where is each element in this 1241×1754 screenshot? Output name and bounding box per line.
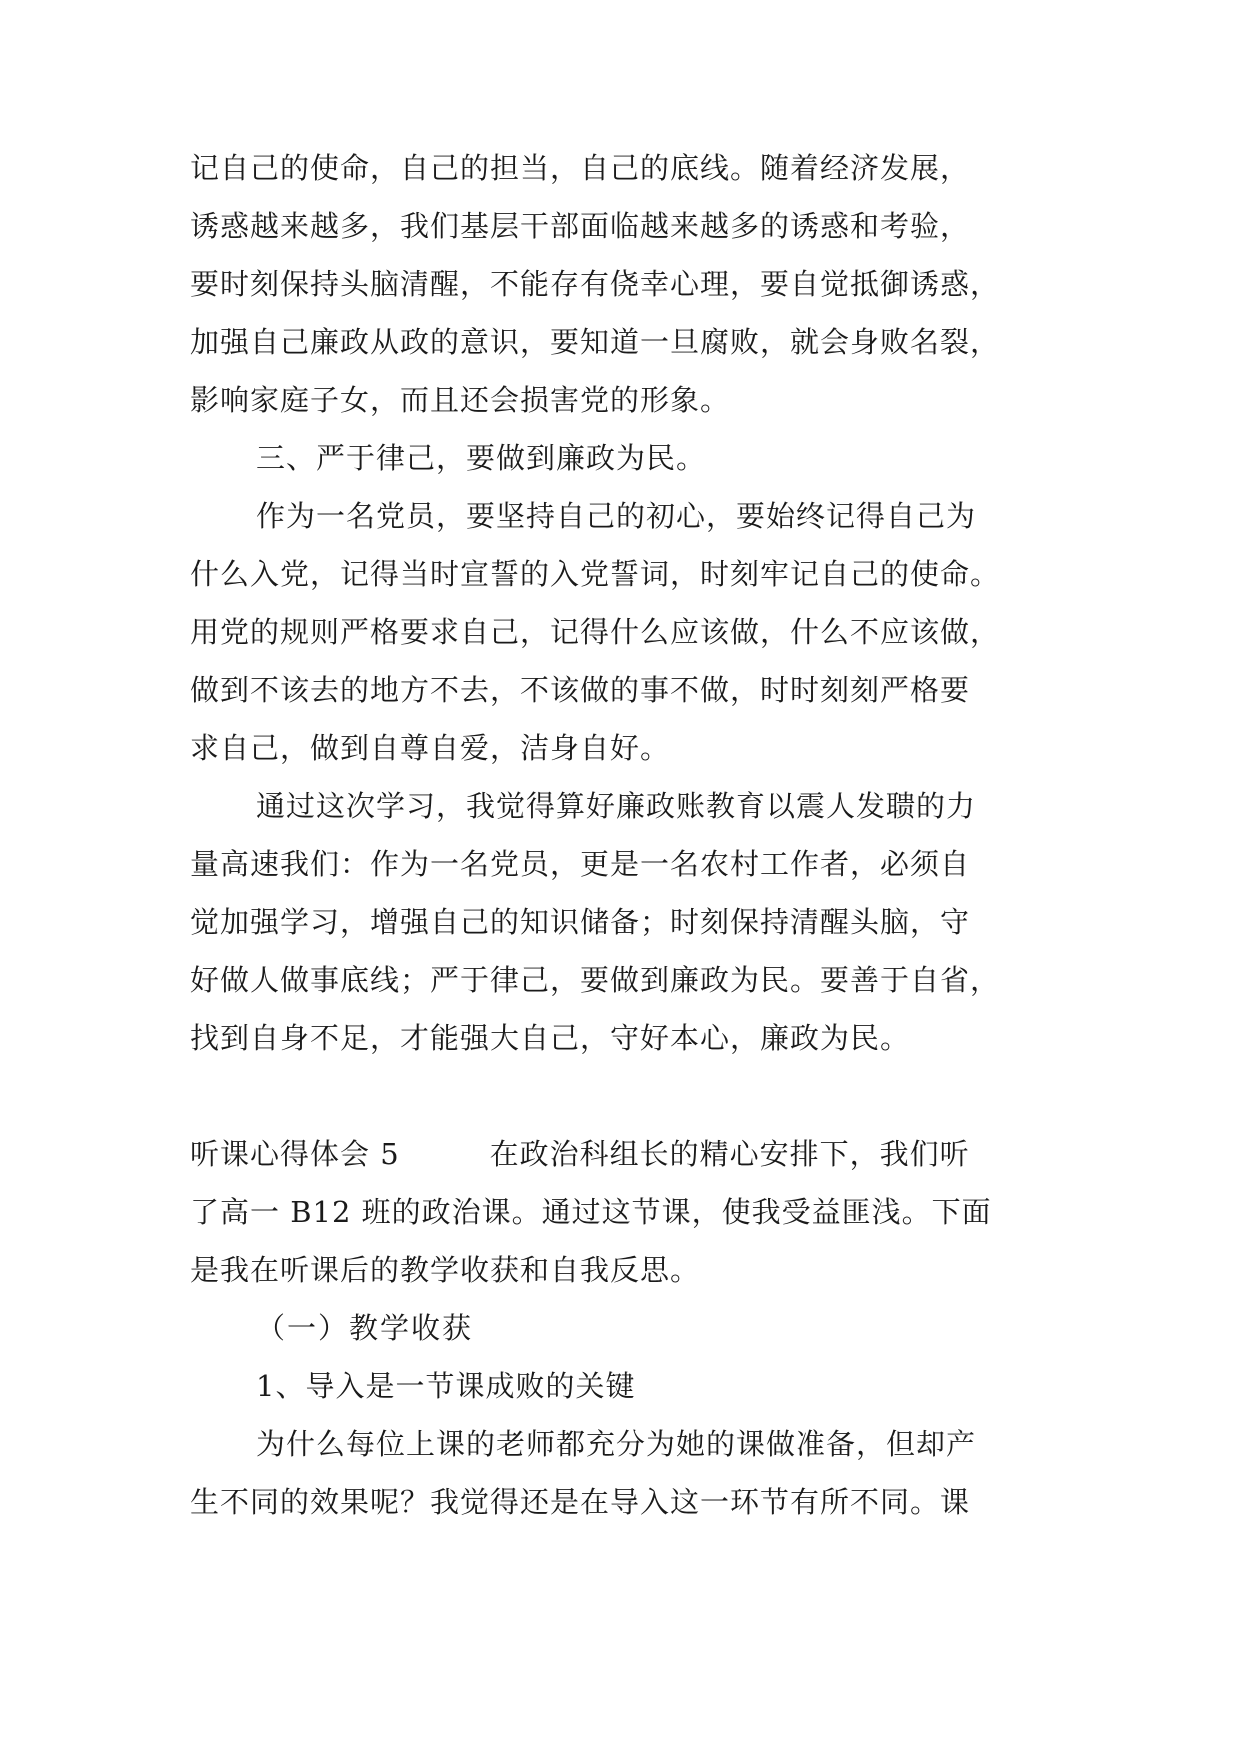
paragraph-line: 要时刻保持头脑清醒，不能存有侥幸心理，要自觉抵御诱惑，: [190, 267, 1001, 301]
paragraph-line: 了高一 B12 班的政治课。通过这节课，使我受益匪浅。下面: [190, 1195, 992, 1229]
paragraph-line: 用党的规则严格要求自己，记得什么应该做，什么不应该做，: [190, 615, 1001, 649]
paragraph-line: 记自己的使命，自己的担当，自己的底线。随着经济发展，: [190, 151, 971, 185]
paragraph-line: 诱惑越来越多，我们基层干部面临越来越多的诱惑和考验，: [190, 209, 971, 243]
subsection-heading: （一）教学收获: [256, 1311, 474, 1345]
paragraph-line: 什么入党，记得当时宣誓的入党誓词，时刻牢记自己的使命。: [190, 557, 1001, 591]
paragraph-line: 求自己，做到自尊自爱，洁身自好。: [190, 731, 671, 765]
article-title-line: 听课心得体会 5 在政治科组长的精心安排下，我们听: [190, 1137, 970, 1171]
paragraph-line: 找到自身不足，才能强大自己，守好本心，廉政为民。: [190, 1021, 911, 1055]
paragraph-line: 影响家庭子女，而且还会损害党的形象。: [190, 383, 731, 417]
paragraph-line: 做到不该去的地方不去，不该做的事不做，时时刻刻严格要: [190, 673, 971, 707]
paragraph-line: 通过这次学习，我觉得算好廉政账教育以震人发聩的力: [256, 789, 977, 823]
paragraph-line: 为什么每位上课的老师都充分为她的课做准备，但却产: [256, 1427, 977, 1461]
paragraph-line: 生不同的效果呢？我觉得还是在导入这一环节有所不同。课: [190, 1485, 971, 1519]
paragraph-line: 觉加强学习，增强自己的知识储备；时刻保持清醒头脑，守: [190, 905, 971, 939]
paragraph-line: 加强自己廉政从政的意识，要知道一旦腐败，就会身败名裂，: [190, 325, 1001, 359]
paragraph-line: 量高速我们：作为一名党员，更是一名农村工作者，必须自: [190, 847, 971, 881]
paragraph-line: 好做人做事底线；严于律己，要做到廉政为民。要善于自省，: [190, 963, 1001, 997]
subsection-heading: 1、导入是一节课成败的关键: [256, 1369, 636, 1403]
paragraph-line: 是我在听课后的教学收获和自我反思。: [190, 1253, 701, 1287]
section-heading: 三、严于律己，要做到廉政为民。: [256, 441, 707, 475]
paragraph-line: 作为一名党员，要坚持自己的初心，要始终记得自己为: [256, 499, 977, 533]
